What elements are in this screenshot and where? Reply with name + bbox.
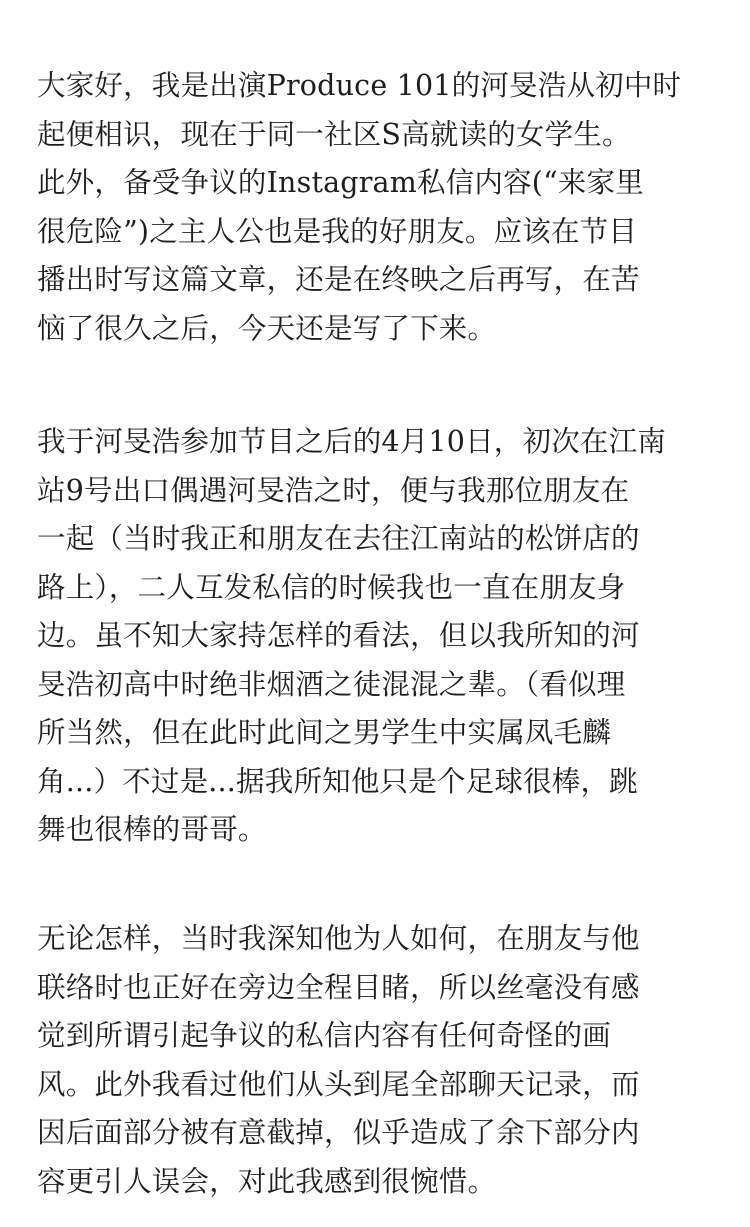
text-line: 所当然，但在此时此间之男学生中实属凤毛麟 xyxy=(37,716,612,749)
paragraph-introduction xyxy=(37,62,727,353)
text-line: 播出时写这篇文章，还是在终映之后再写，在苦 xyxy=(37,263,640,296)
text-line: 边。虽不知大家持怎样的看法，但以我所知的河 xyxy=(37,619,640,652)
text-line: 大家好，我是出演Produce 101的河旻浩从初中时 xyxy=(37,69,682,102)
paragraph-conclusion xyxy=(37,915,727,1206)
text-line: 联络时也正好在旁边全程目睹，所以丝毫没有感 xyxy=(37,970,640,1004)
text-line: 此外，备受争议的Instagram私信内容(“来家里 xyxy=(37,166,644,199)
text-line: 恼了很久之后，今天还是写了下来。 xyxy=(37,311,497,345)
text-line: 因后面部分被有意截掉，似乎造成了余下部分内 xyxy=(37,1116,640,1149)
text-line: 风。此外我看过他们从头到尾全部聊天记录，而 xyxy=(37,1067,640,1101)
text-line: 路上），二人互发私信的时候我也一直在朋友身 xyxy=(37,570,626,604)
text-line: 旻浩初高中时绝非烟酒之徒混混之辈。（看似理 xyxy=(37,667,626,701)
text-line: 觉到所谓引起争议的私信内容有任何奇怪的画 xyxy=(37,1019,612,1052)
text-line: 起便相识，现在于同一社区S高就读的女学生。 xyxy=(37,117,631,151)
text-line: 角...）不过是...据我所知他只是个足球很棒，跳 xyxy=(37,764,638,798)
text-line: 站9号出口偶遇河旻浩之时，便与我那位朋友在 xyxy=(37,473,630,507)
text-line: 容更引人误会，对此我感到很惋惜。 xyxy=(37,1164,497,1198)
text-line: 无论怎样，当时我深知他为人如何，在朋友与他 xyxy=(37,922,640,955)
paragraph-encounter xyxy=(37,418,727,855)
text-line: 我于河旻浩参加节目之后的4月10日，初次在江南 xyxy=(37,425,666,458)
text-line: 一起（当时我正和朋友在去往江南站的松饼店的 xyxy=(37,522,640,555)
text-line: 很危险”)之主人公也是我的好朋友。应该在节目 xyxy=(37,214,638,248)
text-line: 舞也很棒的哥哥。 xyxy=(37,813,267,846)
